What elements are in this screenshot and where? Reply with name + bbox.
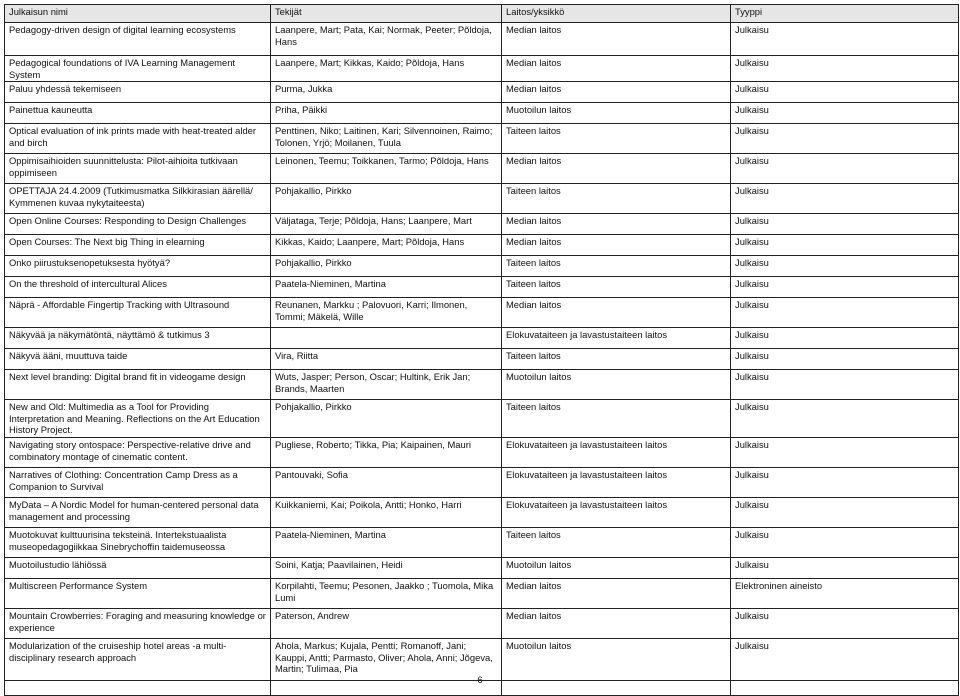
cell-type: Julkaisu xyxy=(731,103,959,124)
cell-type: Elektroninen aineisto xyxy=(731,578,959,608)
cell-department: Median laitos xyxy=(502,23,731,56)
table-row xyxy=(5,82,959,103)
cell-type: Julkaisu xyxy=(731,400,959,438)
cell-title: Open Online Courses: Responding to Design Challenges xyxy=(5,214,271,235)
cell-type: Julkaisu xyxy=(731,154,959,184)
cell-authors: Väljataga, Terje; Põldoja, Hans; Laanpere, Mart xyxy=(271,214,502,235)
cell-authors: Priha, Päikki xyxy=(271,103,502,124)
cell-authors: Kuikkaniemi, Kai; Poikola, Antti; Honko, Harri xyxy=(271,497,502,527)
cell-type: Julkaisu xyxy=(731,527,959,557)
table-body xyxy=(5,23,959,696)
cell-authors: Paterson, Andrew xyxy=(271,608,502,638)
table-row xyxy=(5,328,959,349)
cell-department: Median laitos xyxy=(502,82,731,103)
table-row xyxy=(5,56,959,82)
table-row xyxy=(5,557,959,578)
cell-department: Taiteen laitos xyxy=(502,400,731,438)
cell-authors: Korpilahti, Teemu; Pesonen, Jaakko ; Tuomola, Mika Lumi xyxy=(271,578,502,608)
cell-department: Taiteen laitos xyxy=(502,124,731,154)
cell-type: Julkaisu xyxy=(731,497,959,527)
table-row xyxy=(5,527,959,557)
cell-title: Paluu yhdessä tekemiseen xyxy=(5,82,271,103)
cell-title: Pedagogical foundations of IVA Learning Management System xyxy=(5,56,271,82)
table-row xyxy=(5,298,959,328)
cell-department: Median laitos xyxy=(502,154,731,184)
cell-type: Julkaisu xyxy=(731,23,959,56)
cell-title: Optical evaluation of ink prints made with heat-treated alder and birch xyxy=(5,124,271,154)
cell-title: Pedagogy-driven design of digital learning ecosystems xyxy=(5,23,271,56)
cell-department: Taiteen laitos xyxy=(502,184,731,214)
cell-authors: Pohjakallio, Pirkko xyxy=(271,184,502,214)
cell-title: Muotokuvat kulttuurisina teksteinä. Intertekstuaalista museopedagogiikkaa Sinebrychoffin taidemuseossa xyxy=(5,527,271,557)
cell-title: Multiscreen Performance System xyxy=(5,578,271,608)
table-row xyxy=(5,235,959,256)
cell-authors: Penttinen, Niko; Laitinen, Kari; Silvennoinen, Raimo; Tolonen, Yrjö; Moilanen, Tuula xyxy=(271,124,502,154)
cell-authors: Pantouvaki, Sofia xyxy=(271,467,502,497)
header-title: Julkaisun nimi xyxy=(5,5,271,23)
cell-authors: Laanpere, Mart; Pata, Kai; Normak, Peeter; Põldoja, Hans xyxy=(271,23,502,56)
cell-authors: Paatela-Nieminen, Martina xyxy=(271,527,502,557)
cell-department: Muotoilun laitos xyxy=(502,103,731,124)
cell-authors: Pohjakallio, Pirkko xyxy=(271,400,502,438)
header-type: Tyyppi xyxy=(731,5,959,23)
table-row xyxy=(5,578,959,608)
cell-type: Julkaisu xyxy=(731,467,959,497)
cell-authors: Reunanen, Markku ; Palovuori, Karri; Ilmonen, Tommi; Mäkelä, Wille xyxy=(271,298,502,328)
cell-title: Muotoilustudio lähiössä xyxy=(5,557,271,578)
cell-title: Painettua kauneutta xyxy=(5,103,271,124)
cell-type: Julkaisu xyxy=(731,638,959,680)
cell-department: Taiteen laitos xyxy=(502,256,731,277)
cell-title: Onko piirustuksenopetuksesta hyötyä? xyxy=(5,256,271,277)
cell-type: Julkaisu xyxy=(731,82,959,103)
cell-authors: Laanpere, Mart; Kikkas, Kaido; Põldoja, Hans xyxy=(271,56,502,82)
header-row xyxy=(5,5,959,23)
cell-authors: Kikkas, Kaido; Laanpere, Mart; Põldoja, Hans xyxy=(271,235,502,256)
cell-title: Navigating story ontospace: Perspective-relative drive and combinatory montage of cinematic content. xyxy=(5,437,271,467)
table-row xyxy=(5,23,959,56)
cell-title: Oppimisaihioiden suunnittelusta: Pilot-aihioita tutkivaan oppimiseen xyxy=(5,154,271,184)
cell-authors: Leinonen, Teemu; Toikkanen, Tarmo; Põldoja, Hans xyxy=(271,154,502,184)
cell-department: Median laitos xyxy=(502,214,731,235)
cell-title: Näkyvä ääni, muuttuva taide xyxy=(5,349,271,370)
table-row xyxy=(5,184,959,214)
cell-department: Muotoilun laitos xyxy=(502,557,731,578)
cell-department: Median laitos xyxy=(502,298,731,328)
cell-type: Julkaisu xyxy=(731,256,959,277)
table-row xyxy=(5,103,959,124)
cell-department: Taiteen laitos xyxy=(502,277,731,298)
table-row xyxy=(5,277,959,298)
cell-department: Muotoilun laitos xyxy=(502,638,731,680)
table-row xyxy=(5,400,959,438)
table-header xyxy=(5,5,959,23)
cell-department: Elokuvataiteen ja lavastustaiteen laitos xyxy=(502,497,731,527)
cell-department: Median laitos xyxy=(502,578,731,608)
table-row xyxy=(5,608,959,638)
table-row xyxy=(5,256,959,277)
cell-type: Julkaisu xyxy=(731,370,959,400)
cell-department: Taiteen laitos xyxy=(502,527,731,557)
cell-title: Next level branding: Digital brand fit in videogame design xyxy=(5,370,271,400)
table-row xyxy=(5,370,959,400)
cell-type: Julkaisu xyxy=(731,184,959,214)
cell-type: Julkaisu xyxy=(731,214,959,235)
cell-type: Julkaisu xyxy=(731,349,959,370)
cell-authors: Paatela-Nieminen, Martina xyxy=(271,277,502,298)
page-number: 6 xyxy=(477,674,483,685)
cell-title: Modularization of the cruiseship hotel areas -a multi-disciplinary research approach xyxy=(5,638,271,680)
cell-title: Näkyvää ja näkymätöntä, näyttämö & tutkimus 3 xyxy=(5,328,271,349)
cell-title: Mountain Crowberries: Foraging and measuring knowledge or experience xyxy=(5,608,271,638)
cell-authors: Vira, Riitta xyxy=(271,349,502,370)
cell-type: Julkaisu xyxy=(731,277,959,298)
cell-type: Julkaisu xyxy=(731,124,959,154)
cell-department: Muotoilun laitos xyxy=(502,370,731,400)
cell-type: Julkaisu xyxy=(731,56,959,82)
cell-authors xyxy=(271,328,502,349)
cell-department: Median laitos xyxy=(502,235,731,256)
cell-authors: Soini, Katja; Paavilainen, Heidi xyxy=(271,557,502,578)
cell-department: Taiteen laitos xyxy=(502,349,731,370)
cell-type: Julkaisu xyxy=(731,235,959,256)
table-row xyxy=(5,214,959,235)
cell-type: Julkaisu xyxy=(731,298,959,328)
table-row xyxy=(5,124,959,154)
cell-authors: Pugliese, Roberto; Tikka, Pia; Kaipainen, Mauri xyxy=(271,437,502,467)
cell-type: Julkaisu xyxy=(731,437,959,467)
cell-department: Median laitos xyxy=(502,56,731,82)
cell-authors: Purma, Jukka xyxy=(271,82,502,103)
cell-title: On the threshold of intercultural Alices xyxy=(5,277,271,298)
cell-type: Julkaisu xyxy=(731,608,959,638)
cell-title: Näprä - Affordable Fingertip Tracking with Ultrasound xyxy=(5,298,271,328)
table-row xyxy=(5,467,959,497)
header-authors: Tekijät xyxy=(271,5,502,23)
cell-department: Elokuvataiteen ja lavastustaiteen laitos xyxy=(502,437,731,467)
cell-title: Narratives of Clothing: Concentration Camp Dress as a Companion to Survival xyxy=(5,467,271,497)
cell-authors: Pohjakallio, Pirkko xyxy=(271,256,502,277)
table-row xyxy=(5,437,959,467)
header-department: Laitos/yksikkö xyxy=(502,5,731,23)
publications-table xyxy=(4,4,959,696)
cell-title: MyData – A Nordic Model for human-centered personal data management and processing xyxy=(5,497,271,527)
table-row xyxy=(5,154,959,184)
cell-authors: Ahola, Markus; Kujala, Pentti; Romanoff, Jani; Kauppi, Antti; Parmasto, Oliver; Ahola, Anni; Jõgeva, Martin; Tulimaa, Pia xyxy=(271,638,502,680)
table-row xyxy=(5,497,959,527)
cell-department: Median laitos xyxy=(502,608,731,638)
cell-authors: Wuts, Jasper; Person, Oscar; Hultink, Erik Jan; Brands, Maarten xyxy=(271,370,502,400)
cell-type: Julkaisu xyxy=(731,557,959,578)
cell-type: Julkaisu xyxy=(731,328,959,349)
cell-department: Elokuvataiteen ja lavastustaiteen laitos xyxy=(502,328,731,349)
cell-title: OPETTAJA 24.4.2009 (Tutkimusmatka Silkkirasian äärellä/ Kymmenen kuvaa nykytaiteesta) xyxy=(5,184,271,214)
table-row xyxy=(5,349,959,370)
cell-title: New and Old: Multimedia as a Tool for Providing Interpretation and Meaning. Reflections on the Art Education History Project. xyxy=(5,400,271,438)
cell-department: Elokuvataiteen ja lavastustaiteen laitos xyxy=(502,467,731,497)
cell-title: Open Courses: The Next big Thing in elearning xyxy=(5,235,271,256)
